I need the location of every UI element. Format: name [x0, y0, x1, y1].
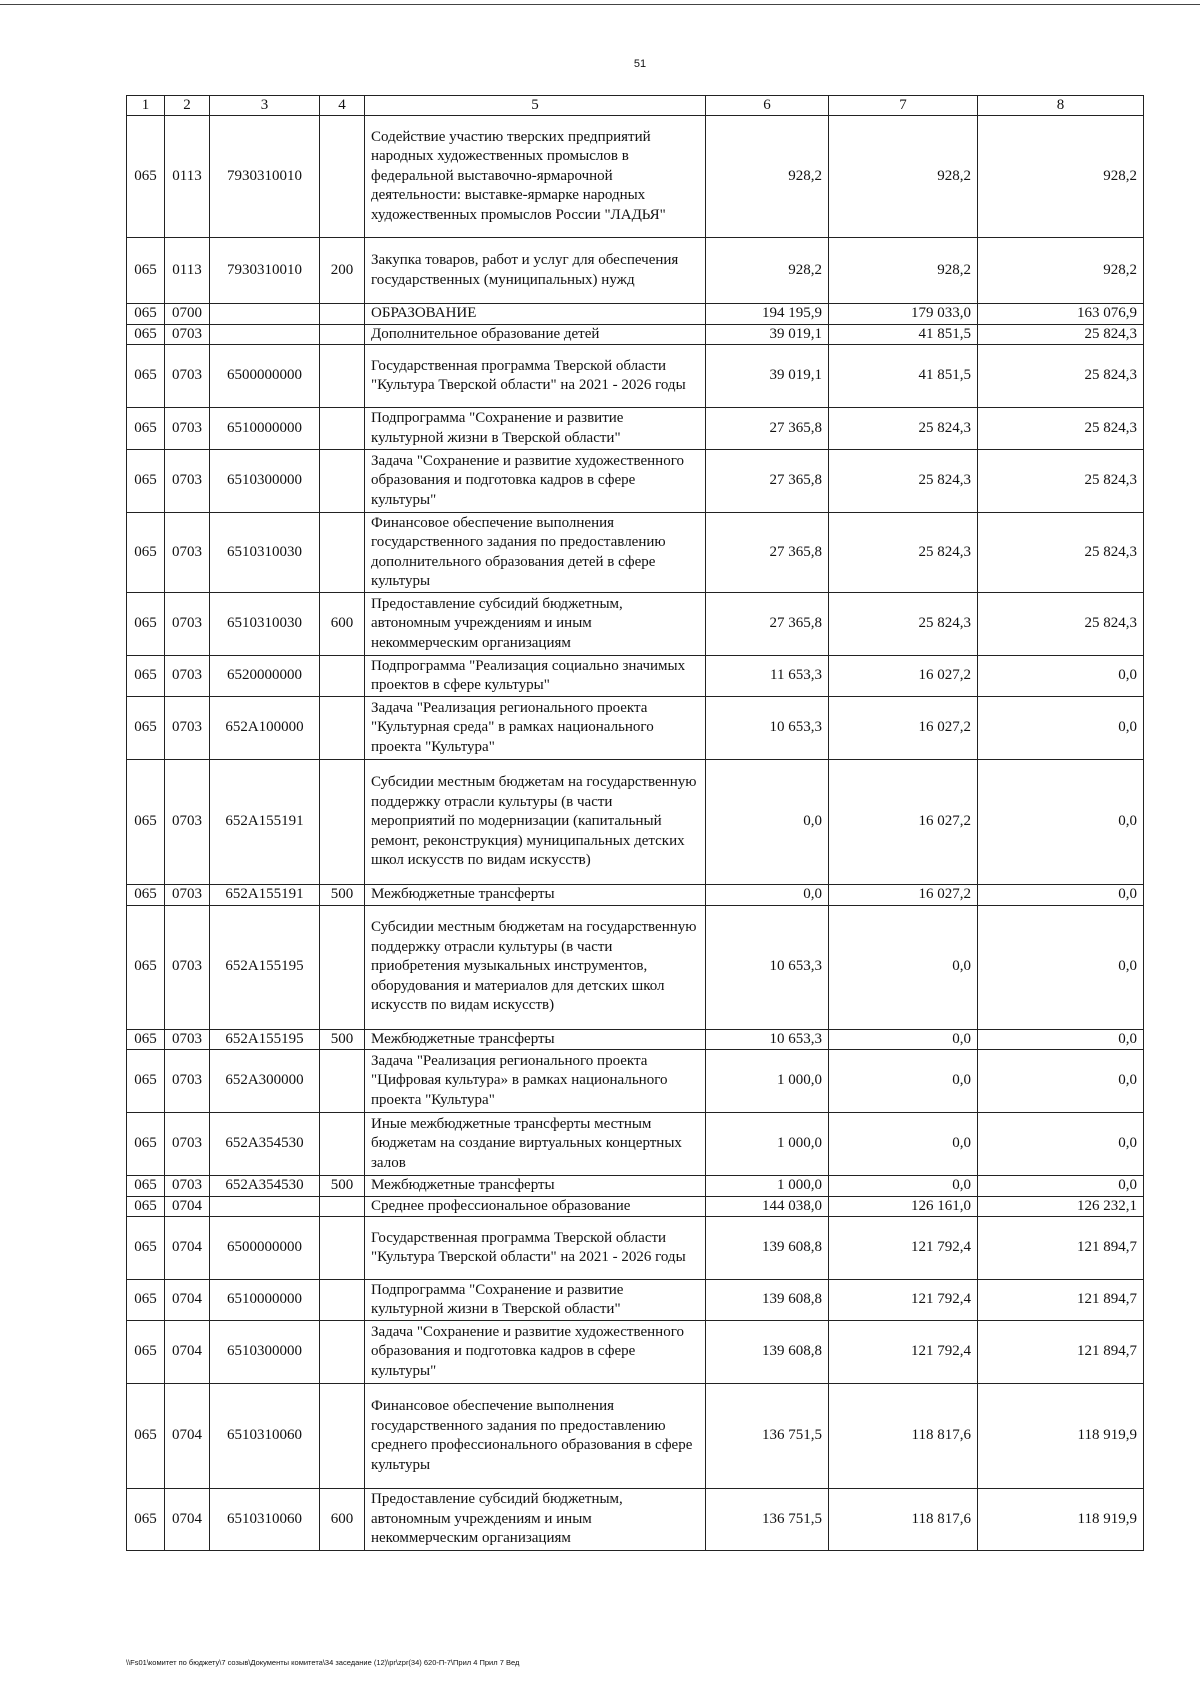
admin-code-cell: 065: [127, 408, 165, 450]
amount-cell: 121 792,4: [829, 1217, 978, 1280]
column-header: 3: [210, 96, 320, 116]
amount-cell: 928,2: [829, 116, 978, 238]
expense-type-cell: [320, 1196, 365, 1217]
section-code-cell: 0703: [165, 656, 210, 697]
admin-code-cell: 065: [127, 1321, 165, 1384]
column-header: 1: [127, 96, 165, 116]
expense-type-cell: [320, 513, 365, 593]
table-row: [127, 760, 1144, 885]
amount-cell: 136 751,5: [706, 1384, 829, 1489]
admin-code-cell: 065: [127, 905, 165, 1029]
target-code-cell: 6510310060: [210, 1489, 320, 1551]
target-code-cell: 6510000000: [210, 1280, 320, 1321]
table-row: [127, 238, 1144, 304]
amount-cell: 0,0: [978, 905, 1144, 1029]
section-code-cell: 0703: [165, 697, 210, 760]
column-header: 8: [978, 96, 1144, 116]
target-code-cell: 652A155191: [210, 760, 320, 885]
amount-cell: 139 608,8: [706, 1321, 829, 1384]
table-body: [127, 116, 1144, 1551]
amount-cell: 10 653,3: [706, 697, 829, 760]
target-code-cell: [210, 1196, 320, 1217]
admin-code-cell: 065: [127, 1384, 165, 1489]
amount-cell: 25 824,3: [829, 408, 978, 450]
admin-code-cell: 065: [127, 1050, 165, 1113]
expense-type-cell: [320, 1217, 365, 1280]
section-code-cell: 0703: [165, 345, 210, 408]
description-cell: Дополнительное образование детей: [365, 324, 706, 345]
description-cell: Межбюджетные трансферты: [365, 1029, 706, 1050]
column-header: 2: [165, 96, 210, 116]
amount-cell: 16 027,2: [829, 760, 978, 885]
amount-cell: 126 232,1: [978, 1196, 1144, 1217]
table-row: [127, 1489, 1144, 1551]
amount-cell: 25 824,3: [829, 450, 978, 513]
admin-code-cell: 065: [127, 238, 165, 304]
admin-code-cell: 065: [127, 593, 165, 656]
expense-type-cell: [320, 116, 365, 238]
target-code-cell: [210, 324, 320, 345]
expense-type-cell: 200: [320, 238, 365, 304]
description-cell: Субсидии местным бюджетам на государственную поддержку отрасли культуры (в части мероприятий по модернизации (капитальный ремонт, реконструкция) муниципальных детских школ искусств по видам искусств): [365, 760, 706, 885]
section-code-cell: 0703: [165, 1113, 210, 1176]
expense-type-cell: [320, 304, 365, 325]
amount-cell: 118 919,9: [978, 1489, 1144, 1551]
section-code-cell: 0704: [165, 1489, 210, 1551]
expense-type-cell: [320, 760, 365, 885]
amount-cell: 10 653,3: [706, 905, 829, 1029]
description-cell: Межбюджетные трансферты: [365, 885, 706, 906]
description-cell: Закупка товаров, работ и услуг для обеспечения государственных (муниципальных) нужд: [365, 238, 706, 304]
expense-type-cell: [320, 905, 365, 1029]
expense-type-cell: [320, 324, 365, 345]
amount-cell: 928,2: [978, 238, 1144, 304]
section-code-cell: 0703: [165, 760, 210, 885]
description-cell: Финансовое обеспечение выполнения государственного задания по предоставлению дополнительного образования детей в сфере культуры: [365, 513, 706, 593]
table-row: [127, 1050, 1144, 1113]
top-border-line: [0, 4, 1200, 5]
expense-type-cell: 500: [320, 885, 365, 906]
table-row: [127, 450, 1144, 513]
section-code-cell: 0703: [165, 450, 210, 513]
amount-cell: 0,0: [978, 697, 1144, 760]
amount-cell: 0,0: [978, 760, 1144, 885]
admin-code-cell: 065: [127, 1029, 165, 1050]
amount-cell: 41 851,5: [829, 324, 978, 345]
target-code-cell: 6520000000: [210, 656, 320, 697]
amount-cell: 25 824,3: [978, 324, 1144, 345]
table-row: [127, 116, 1144, 238]
expense-type-cell: 500: [320, 1176, 365, 1197]
target-code-cell: 652A155191: [210, 885, 320, 906]
amount-cell: 928,2: [706, 116, 829, 238]
amount-cell: 136 751,5: [706, 1489, 829, 1551]
admin-code-cell: 065: [127, 760, 165, 885]
description-cell: Задача "Сохранение и развитие художественного образования и подготовка кадров в сфере культуры": [365, 450, 706, 513]
section-code-cell: 0703: [165, 513, 210, 593]
table-row: [127, 304, 1144, 325]
target-code-cell: 652A155195: [210, 1029, 320, 1050]
column-header: 7: [829, 96, 978, 116]
table-row: [127, 1321, 1144, 1384]
description-cell: ОБРАЗОВАНИЕ: [365, 304, 706, 325]
amount-cell: 126 161,0: [829, 1196, 978, 1217]
target-code-cell: 652A354530: [210, 1176, 320, 1197]
section-code-cell: 0703: [165, 1050, 210, 1113]
target-code-cell: 6510310060: [210, 1384, 320, 1489]
description-cell: Подпрограмма "Сохранение и развитие культурной жизни в Тверской области": [365, 1280, 706, 1321]
admin-code-cell: 065: [127, 1113, 165, 1176]
expense-type-cell: [320, 450, 365, 513]
target-code-cell: 652A300000: [210, 1050, 320, 1113]
expense-type-cell: [320, 408, 365, 450]
amount-cell: 1 000,0: [706, 1113, 829, 1176]
amount-cell: 118 919,9: [978, 1384, 1144, 1489]
admin-code-cell: 065: [127, 1280, 165, 1321]
amount-cell: 0,0: [829, 1029, 978, 1050]
column-header: 4: [320, 96, 365, 116]
description-cell: Задача "Сохранение и развитие художественного образования и подготовка кадров в сфере культуры": [365, 1321, 706, 1384]
section-code-cell: 0703: [165, 885, 210, 906]
amount-cell: 11 653,3: [706, 656, 829, 697]
target-code-cell: [210, 304, 320, 325]
target-code-cell: 6510000000: [210, 408, 320, 450]
amount-cell: 27 365,8: [706, 450, 829, 513]
description-cell: Задача "Реализация регионального проекта "Культурная среда" в рамках национального проекта "Культура": [365, 697, 706, 760]
amount-cell: 121 894,7: [978, 1280, 1144, 1321]
target-code-cell: 6510300000: [210, 1321, 320, 1384]
expense-type-cell: [320, 1050, 365, 1113]
admin-code-cell: 065: [127, 513, 165, 593]
admin-code-cell: 065: [127, 697, 165, 760]
section-code-cell: 0704: [165, 1280, 210, 1321]
amount-cell: 0,0: [706, 760, 829, 885]
amount-cell: 0,0: [978, 1176, 1144, 1197]
expense-type-cell: 600: [320, 1489, 365, 1551]
amount-cell: 139 608,8: [706, 1217, 829, 1280]
admin-code-cell: 065: [127, 324, 165, 345]
admin-code-cell: 065: [127, 885, 165, 906]
section-code-cell: 0704: [165, 1384, 210, 1489]
section-code-cell: 0113: [165, 116, 210, 238]
table-row: [127, 1217, 1144, 1280]
amount-cell: 179 033,0: [829, 304, 978, 325]
description-cell: Предоставление субсидий бюджетным, автономным учреждениям и иным некоммерческим организациям: [365, 593, 706, 656]
section-code-cell: 0703: [165, 324, 210, 345]
amount-cell: 27 365,8: [706, 408, 829, 450]
amount-cell: 0,0: [978, 1029, 1144, 1050]
target-code-cell: 6500000000: [210, 345, 320, 408]
amount-cell: 0,0: [978, 1050, 1144, 1113]
expense-type-cell: [320, 1384, 365, 1489]
target-code-cell: 6510310030: [210, 593, 320, 656]
target-code-cell: 652A100000: [210, 697, 320, 760]
amount-cell: 0,0: [829, 1176, 978, 1197]
table-row: [127, 1280, 1144, 1321]
amount-cell: 39 019,1: [706, 324, 829, 345]
amount-cell: 144 038,0: [706, 1196, 829, 1217]
amount-cell: 118 817,6: [829, 1384, 978, 1489]
target-code-cell: 652A155195: [210, 905, 320, 1029]
admin-code-cell: 065: [127, 116, 165, 238]
expense-type-cell: 600: [320, 593, 365, 656]
description-cell: Среднее профессиональное образование: [365, 1196, 706, 1217]
description-cell: Субсидии местным бюджетам на государственную поддержку отрасли культуры (в части приобретения музыкальных инструментов, оборудования и материалов для детских школ искусств по видам искусств): [365, 905, 706, 1029]
table-row: [127, 1029, 1144, 1050]
table-row: [127, 1176, 1144, 1197]
amount-cell: 0,0: [829, 905, 978, 1029]
description-cell: Задача "Реализация регионального проекта "Цифровая культура» в рамках национального проекта "Культура": [365, 1050, 706, 1113]
description-cell: Подпрограмма "Сохранение и развитие культурной жизни в Тверской области": [365, 408, 706, 450]
admin-code-cell: 065: [127, 1489, 165, 1551]
amount-cell: 25 824,3: [978, 408, 1144, 450]
amount-cell: 0,0: [978, 1113, 1144, 1176]
column-header: 6: [706, 96, 829, 116]
amount-cell: 121 894,7: [978, 1321, 1144, 1384]
table-row: [127, 885, 1144, 906]
amount-cell: 1 000,0: [706, 1050, 829, 1113]
section-code-cell: 0704: [165, 1321, 210, 1384]
table-row: [127, 593, 1144, 656]
expense-type-cell: [320, 1280, 365, 1321]
target-code-cell: 6500000000: [210, 1217, 320, 1280]
section-code-cell: 0113: [165, 238, 210, 304]
expense-type-cell: [320, 345, 365, 408]
admin-code-cell: 065: [127, 345, 165, 408]
admin-code-cell: 065: [127, 450, 165, 513]
amount-cell: 25 824,3: [978, 345, 1144, 408]
expense-type-cell: [320, 1321, 365, 1384]
amount-cell: 121 894,7: [978, 1217, 1144, 1280]
page-number: 51: [633, 58, 647, 70]
amount-cell: 25 824,3: [829, 593, 978, 656]
description-cell: Государственная программа Тверской области "Культура Тверской области" на 2021 - 2026 годы: [365, 1217, 706, 1280]
section-code-cell: 0703: [165, 1176, 210, 1197]
section-code-cell: 0703: [165, 408, 210, 450]
amount-cell: 139 608,8: [706, 1280, 829, 1321]
amount-cell: 27 365,8: [706, 513, 829, 593]
amount-cell: 25 824,3: [978, 593, 1144, 656]
amount-cell: 928,2: [978, 116, 1144, 238]
amount-cell: 118 817,6: [829, 1489, 978, 1551]
table-row: [127, 513, 1144, 593]
amount-cell: 10 653,3: [706, 1029, 829, 1050]
section-code-cell: 0703: [165, 593, 210, 656]
amount-cell: 121 792,4: [829, 1280, 978, 1321]
amount-cell: 0,0: [978, 656, 1144, 697]
description-cell: Иные межбюджетные трансферты местным бюджетам на создание виртуальных концертных залов: [365, 1113, 706, 1176]
section-code-cell: 0704: [165, 1217, 210, 1280]
expense-type-cell: [320, 697, 365, 760]
amount-cell: 194 195,9: [706, 304, 829, 325]
description-cell: Содействие участию тверских предприятий народных художественных промыслов в федеральной выставочно-ярмарочной деятельности: выставке-ярмарке народных художественных промыслов России "ЛАДЬЯ": [365, 116, 706, 238]
admin-code-cell: 065: [127, 1176, 165, 1197]
description-cell: Подпрограмма "Реализация социально значимых проектов в сфере культуры": [365, 656, 706, 697]
amount-cell: 0,0: [829, 1113, 978, 1176]
amount-cell: 25 824,3: [978, 450, 1144, 513]
description-cell: Государственная программа Тверской области "Культура Тверской области" на 2021 - 2026 годы: [365, 345, 706, 408]
amount-cell: 0,0: [978, 885, 1144, 906]
admin-code-cell: 065: [127, 1217, 165, 1280]
description-cell: Финансовое обеспечение выполнения государственного задания по предоставлению среднего профессионального образования в сфере культуры: [365, 1384, 706, 1489]
table-row: [127, 324, 1144, 345]
section-code-cell: 0704: [165, 1196, 210, 1217]
column-header: 5: [365, 96, 706, 116]
target-code-cell: 652A354530: [210, 1113, 320, 1176]
description-cell: Межбюджетные трансферты: [365, 1176, 706, 1197]
target-code-cell: 7930310010: [210, 238, 320, 304]
admin-code-cell: 065: [127, 304, 165, 325]
amount-cell: 928,2: [829, 238, 978, 304]
amount-cell: 27 365,8: [706, 593, 829, 656]
amount-cell: 25 824,3: [829, 513, 978, 593]
admin-code-cell: 065: [127, 1196, 165, 1217]
table-row: [127, 408, 1144, 450]
admin-code-cell: 065: [127, 656, 165, 697]
amount-cell: 0,0: [706, 885, 829, 906]
budget-table: [126, 95, 1144, 1551]
amount-cell: 16 027,2: [829, 656, 978, 697]
table-row: [127, 905, 1144, 1029]
table-row: [127, 1384, 1144, 1489]
table-row: [127, 1196, 1144, 1217]
amount-cell: 39 019,1: [706, 345, 829, 408]
section-code-cell: 0700: [165, 304, 210, 325]
amount-cell: 16 027,2: [829, 697, 978, 760]
section-code-cell: 0703: [165, 1029, 210, 1050]
amount-cell: 16 027,2: [829, 885, 978, 906]
table-row: [127, 345, 1144, 408]
table-row: [127, 656, 1144, 697]
description-cell: Предоставление субсидий бюджетным, автономным учреждениям и иным некоммерческим организациям: [365, 1489, 706, 1551]
amount-cell: 121 792,4: [829, 1321, 978, 1384]
table-row: [127, 1113, 1144, 1176]
target-code-cell: 7930310010: [210, 116, 320, 238]
target-code-cell: 6510300000: [210, 450, 320, 513]
header-row: [127, 96, 1144, 116]
table-row: [127, 697, 1144, 760]
amount-cell: 41 851,5: [829, 345, 978, 408]
amount-cell: 1 000,0: [706, 1176, 829, 1197]
footer-file-path: \\Fs01\комитет по бюджету\7 созыв\Документы комитета\34 заседание (12)\pr\zpr(34) 620-П-7\Прил 4 Прил 7 Вед: [126, 1658, 520, 1667]
target-code-cell: 6510310030: [210, 513, 320, 593]
amount-cell: 0,0: [829, 1050, 978, 1113]
amount-cell: 25 824,3: [978, 513, 1144, 593]
expense-type-cell: [320, 1113, 365, 1176]
amount-cell: 928,2: [706, 238, 829, 304]
section-code-cell: 0703: [165, 905, 210, 1029]
expense-type-cell: 500: [320, 1029, 365, 1050]
amount-cell: 163 076,9: [978, 304, 1144, 325]
expense-type-cell: [320, 656, 365, 697]
